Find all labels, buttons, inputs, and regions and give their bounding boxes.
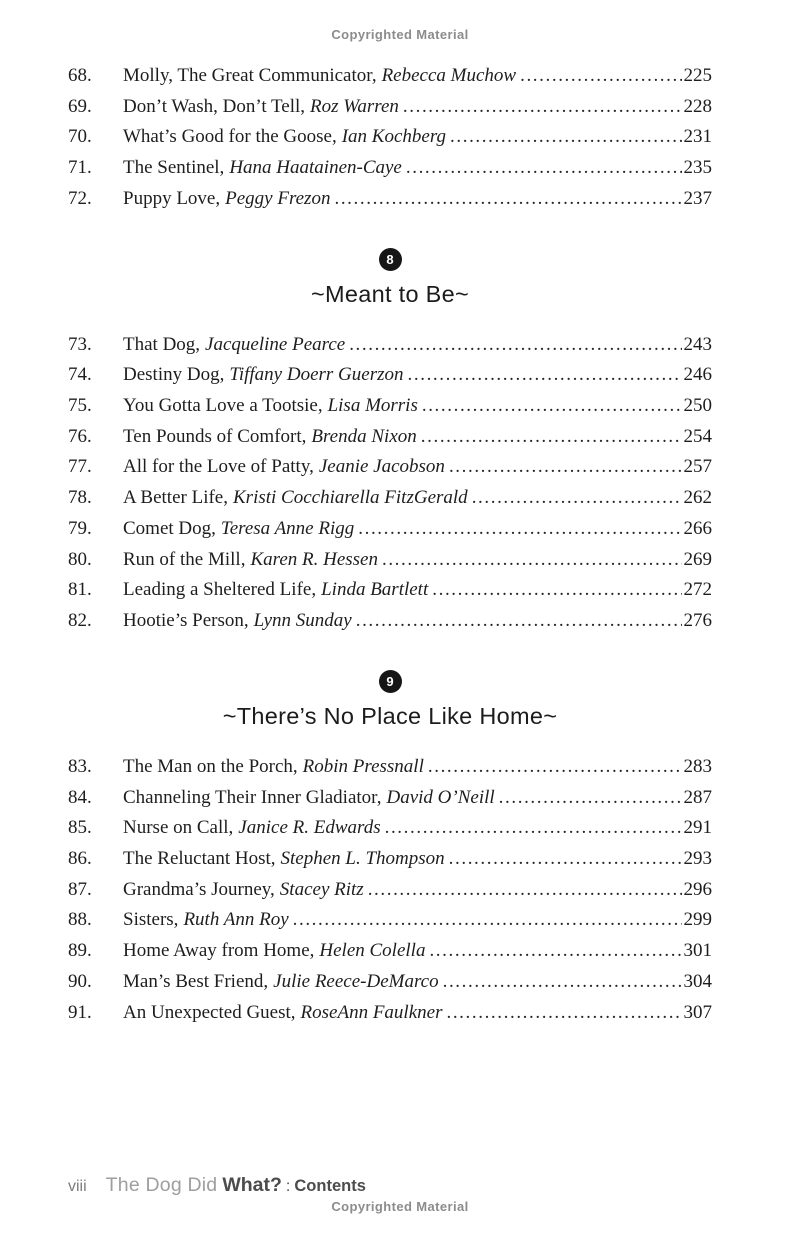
entry-number: 88. bbox=[68, 909, 92, 931]
entry-title: Sisters, bbox=[123, 909, 179, 931]
dot-leader bbox=[472, 487, 682, 509]
entry-page-number: 276 bbox=[683, 610, 712, 632]
table-of-contents bbox=[0, 65, 800, 1032]
entry-page-number: 228 bbox=[683, 95, 712, 117]
entry-title: Comet Dog, bbox=[123, 517, 216, 539]
entry-page-number: 246 bbox=[683, 364, 712, 386]
entry-page-number: 237 bbox=[683, 187, 712, 209]
section-entries bbox=[68, 65, 712, 219]
toc-entry bbox=[68, 364, 712, 395]
entry-title: All for the Love of Patty, bbox=[123, 456, 314, 478]
entry-title: Ten Pounds of Comfort, bbox=[123, 425, 307, 447]
entry-author: RoseAnn Faulkner bbox=[300, 1001, 443, 1023]
toc-entry bbox=[68, 65, 712, 96]
toc-entry bbox=[68, 157, 712, 188]
section-header bbox=[68, 248, 712, 308]
toc-entry bbox=[68, 518, 712, 549]
entry-page-number: 291 bbox=[683, 817, 712, 839]
toc-entry bbox=[68, 188, 712, 219]
entry-number: 86. bbox=[68, 847, 92, 869]
toc-entry bbox=[68, 787, 712, 818]
footer-section-label: Contents bbox=[294, 1177, 366, 1195]
entry-author: Robin Pressnall bbox=[302, 755, 424, 777]
dot-leader bbox=[449, 848, 682, 870]
entry-page-number: 266 bbox=[683, 517, 712, 539]
toc-entry bbox=[68, 334, 712, 365]
entry-author: Julie Reece-DeMarco bbox=[273, 970, 439, 992]
dot-leader bbox=[443, 971, 682, 993]
entry-number: 74. bbox=[68, 364, 92, 386]
entry-number: 89. bbox=[68, 940, 92, 962]
toc-entry bbox=[68, 456, 712, 487]
entry-page-number: 301 bbox=[683, 940, 712, 962]
entry-number: 87. bbox=[68, 878, 92, 900]
dot-leader bbox=[428, 756, 682, 778]
entry-number: 85. bbox=[68, 817, 92, 839]
toc-entry bbox=[68, 96, 712, 127]
toc-entry bbox=[68, 756, 712, 787]
entry-title: Leading a Sheltered Life, bbox=[123, 579, 317, 601]
toc-entry bbox=[68, 610, 712, 641]
entry-author: Jacqueline Pearce bbox=[205, 333, 346, 355]
entry-page-number: 262 bbox=[683, 487, 712, 509]
entry-title: Grandma’s Journey, bbox=[123, 878, 275, 900]
entry-number: 75. bbox=[68, 395, 92, 417]
entry-title: The Sentinel, bbox=[123, 157, 225, 179]
entry-page-number: 269 bbox=[683, 548, 712, 570]
entry-page-number: 250 bbox=[683, 395, 712, 417]
entry-title: Puppy Love, bbox=[123, 187, 221, 209]
toc-entry bbox=[68, 879, 712, 910]
entry-author: Helen Colella bbox=[319, 940, 426, 962]
dot-leader bbox=[358, 518, 681, 540]
entry-number: 73. bbox=[68, 333, 92, 355]
entry-page-number: 231 bbox=[683, 126, 712, 148]
entry-author: Lisa Morris bbox=[327, 395, 418, 417]
entry-author: Rebecca Muchow bbox=[381, 65, 517, 86]
dot-leader bbox=[349, 334, 681, 356]
entry-page-number: 283 bbox=[683, 755, 712, 777]
dot-leader bbox=[422, 395, 682, 417]
entry-author: David O’Neill bbox=[386, 786, 495, 808]
entry-author: Jeanie Jacobson bbox=[318, 456, 445, 478]
entry-author: Tiffany Doerr Guerzon bbox=[229, 364, 404, 386]
entry-page-number: 304 bbox=[683, 970, 712, 992]
section-title: ~There’s No Place Like Home~ bbox=[222, 702, 558, 729]
entry-title: Don’t Wash, Don’t Tell, bbox=[123, 95, 306, 117]
entry-author: Roz Warren bbox=[310, 95, 399, 117]
entry-number: 68. bbox=[68, 65, 92, 86]
toc-entry bbox=[68, 487, 712, 518]
entry-title: Man’s Best Friend, bbox=[123, 970, 269, 992]
entry-title: Destiny Dog, bbox=[123, 364, 225, 386]
toc-entry bbox=[68, 1002, 712, 1033]
entry-author: Lynn Sunday bbox=[253, 610, 352, 632]
entry-number: 70. bbox=[68, 126, 92, 148]
dot-leader bbox=[382, 549, 682, 571]
entry-title: Nurse on Call, bbox=[123, 817, 234, 839]
folio-page-number: viii bbox=[68, 1178, 87, 1195]
entry-number: 90. bbox=[68, 970, 92, 992]
footer-separator: : bbox=[285, 1178, 291, 1195]
entry-number: 83. bbox=[68, 755, 92, 777]
entry-author: Kristi Cocchiarella FitzGerald bbox=[233, 487, 468, 509]
copyright-notice-top: Copyrighted Material bbox=[331, 27, 469, 42]
entry-title: The Man on the Porch, bbox=[123, 755, 298, 777]
toc-entry bbox=[68, 395, 712, 426]
toc-section bbox=[68, 65, 712, 219]
dot-leader bbox=[449, 456, 682, 478]
entry-page-number: 254 bbox=[683, 425, 712, 447]
page-footer bbox=[68, 1174, 732, 1197]
entry-page-number: 257 bbox=[683, 456, 712, 478]
dot-leader bbox=[334, 188, 681, 210]
dot-leader bbox=[429, 940, 681, 962]
dot-leader bbox=[385, 817, 682, 839]
entry-number: 69. bbox=[68, 95, 92, 117]
toc-entry bbox=[68, 426, 712, 457]
entry-number: 72. bbox=[68, 187, 92, 209]
entry-author: Janice R. Edwards bbox=[238, 817, 381, 839]
entry-title: A Better Life, bbox=[123, 487, 228, 509]
copyright-notice-bottom: Copyrighted Material bbox=[331, 1199, 469, 1214]
entry-page-number: 307 bbox=[683, 1001, 712, 1023]
entry-number: 84. bbox=[68, 786, 92, 808]
section-number-badge: 9 bbox=[379, 670, 402, 693]
entry-title: You Gotta Love a Tootsie, bbox=[123, 395, 323, 417]
entry-page-number: 293 bbox=[683, 847, 712, 869]
section-header bbox=[68, 670, 712, 730]
entry-number: 82. bbox=[68, 610, 92, 632]
book-title-light: The Dog Did bbox=[105, 1174, 218, 1196]
entry-page-number: 287 bbox=[683, 786, 712, 808]
entry-author: Peggy Frezon bbox=[225, 187, 331, 209]
section-entries bbox=[68, 334, 712, 641]
toc-entry bbox=[68, 971, 712, 1002]
entry-page-number: 225 bbox=[683, 65, 712, 86]
toc-entry bbox=[68, 817, 712, 848]
book-title-bold: What? bbox=[222, 1174, 282, 1196]
entry-number: 79. bbox=[68, 517, 92, 539]
entry-page-number: 272 bbox=[683, 579, 712, 601]
dot-leader bbox=[520, 65, 681, 87]
entry-page-number: 299 bbox=[683, 909, 712, 931]
entry-page-number: 296 bbox=[683, 878, 712, 900]
entry-title: Run of the Mill, bbox=[123, 548, 246, 570]
dot-leader bbox=[446, 1002, 681, 1024]
entry-title: What’s Good for the Goose, bbox=[123, 126, 337, 148]
dot-leader bbox=[406, 157, 682, 179]
dot-leader bbox=[356, 610, 682, 632]
toc-entry bbox=[68, 940, 712, 971]
entry-title: That Dog, bbox=[123, 333, 201, 355]
toc-section bbox=[68, 248, 712, 641]
toc-entry bbox=[68, 549, 712, 580]
entry-title: The Reluctant Host, bbox=[123, 847, 276, 869]
dot-leader bbox=[408, 364, 682, 386]
dot-leader bbox=[293, 909, 682, 931]
toc-entry bbox=[68, 579, 712, 610]
section-entries bbox=[68, 756, 712, 1032]
dot-leader bbox=[450, 126, 681, 148]
dot-leader bbox=[421, 426, 682, 448]
entry-title: An Unexpected Guest, bbox=[123, 1001, 296, 1023]
entry-page-number: 235 bbox=[683, 157, 712, 179]
entry-author: Stephen L. Thompson bbox=[280, 847, 445, 869]
entry-number: 81. bbox=[68, 579, 92, 601]
entry-author: Ruth Ann Roy bbox=[183, 909, 289, 931]
entry-number: 78. bbox=[68, 487, 92, 509]
section-title: ~Meant to Be~ bbox=[310, 280, 470, 307]
entry-author: Linda Bartlett bbox=[321, 579, 429, 601]
dot-leader bbox=[499, 787, 682, 809]
dot-leader bbox=[368, 879, 682, 901]
entry-number: 77. bbox=[68, 456, 92, 478]
entry-author: Ian Kochberg bbox=[341, 126, 447, 148]
entry-title: Molly, The Great Communicator, bbox=[123, 65, 377, 86]
dot-leader bbox=[432, 579, 681, 601]
entry-author: Stacey Ritz bbox=[279, 878, 364, 900]
entry-title: Home Away from Home, bbox=[123, 940, 315, 962]
entry-author: Teresa Anne Rigg bbox=[220, 517, 355, 539]
entry-author: Brenda Nixon bbox=[311, 425, 417, 447]
entry-number: 80. bbox=[68, 548, 92, 570]
entry-page-number: 243 bbox=[683, 333, 712, 355]
entry-title: Hootie’s Person, bbox=[123, 610, 249, 632]
toc-section bbox=[68, 670, 712, 1032]
toc-entry bbox=[68, 126, 712, 157]
entry-author: Karen R. Hessen bbox=[250, 548, 378, 570]
dot-leader bbox=[403, 96, 682, 118]
entry-title: Channeling Their Inner Gladiator, bbox=[123, 786, 382, 808]
toc-entry bbox=[68, 848, 712, 879]
entry-number: 91. bbox=[68, 1001, 92, 1023]
entry-number: 76. bbox=[68, 425, 92, 447]
toc-entry bbox=[68, 909, 712, 940]
entry-author: Hana Haatainen-Caye bbox=[229, 157, 402, 179]
section-number-badge: 8 bbox=[379, 248, 402, 271]
entry-number: 71. bbox=[68, 157, 92, 179]
